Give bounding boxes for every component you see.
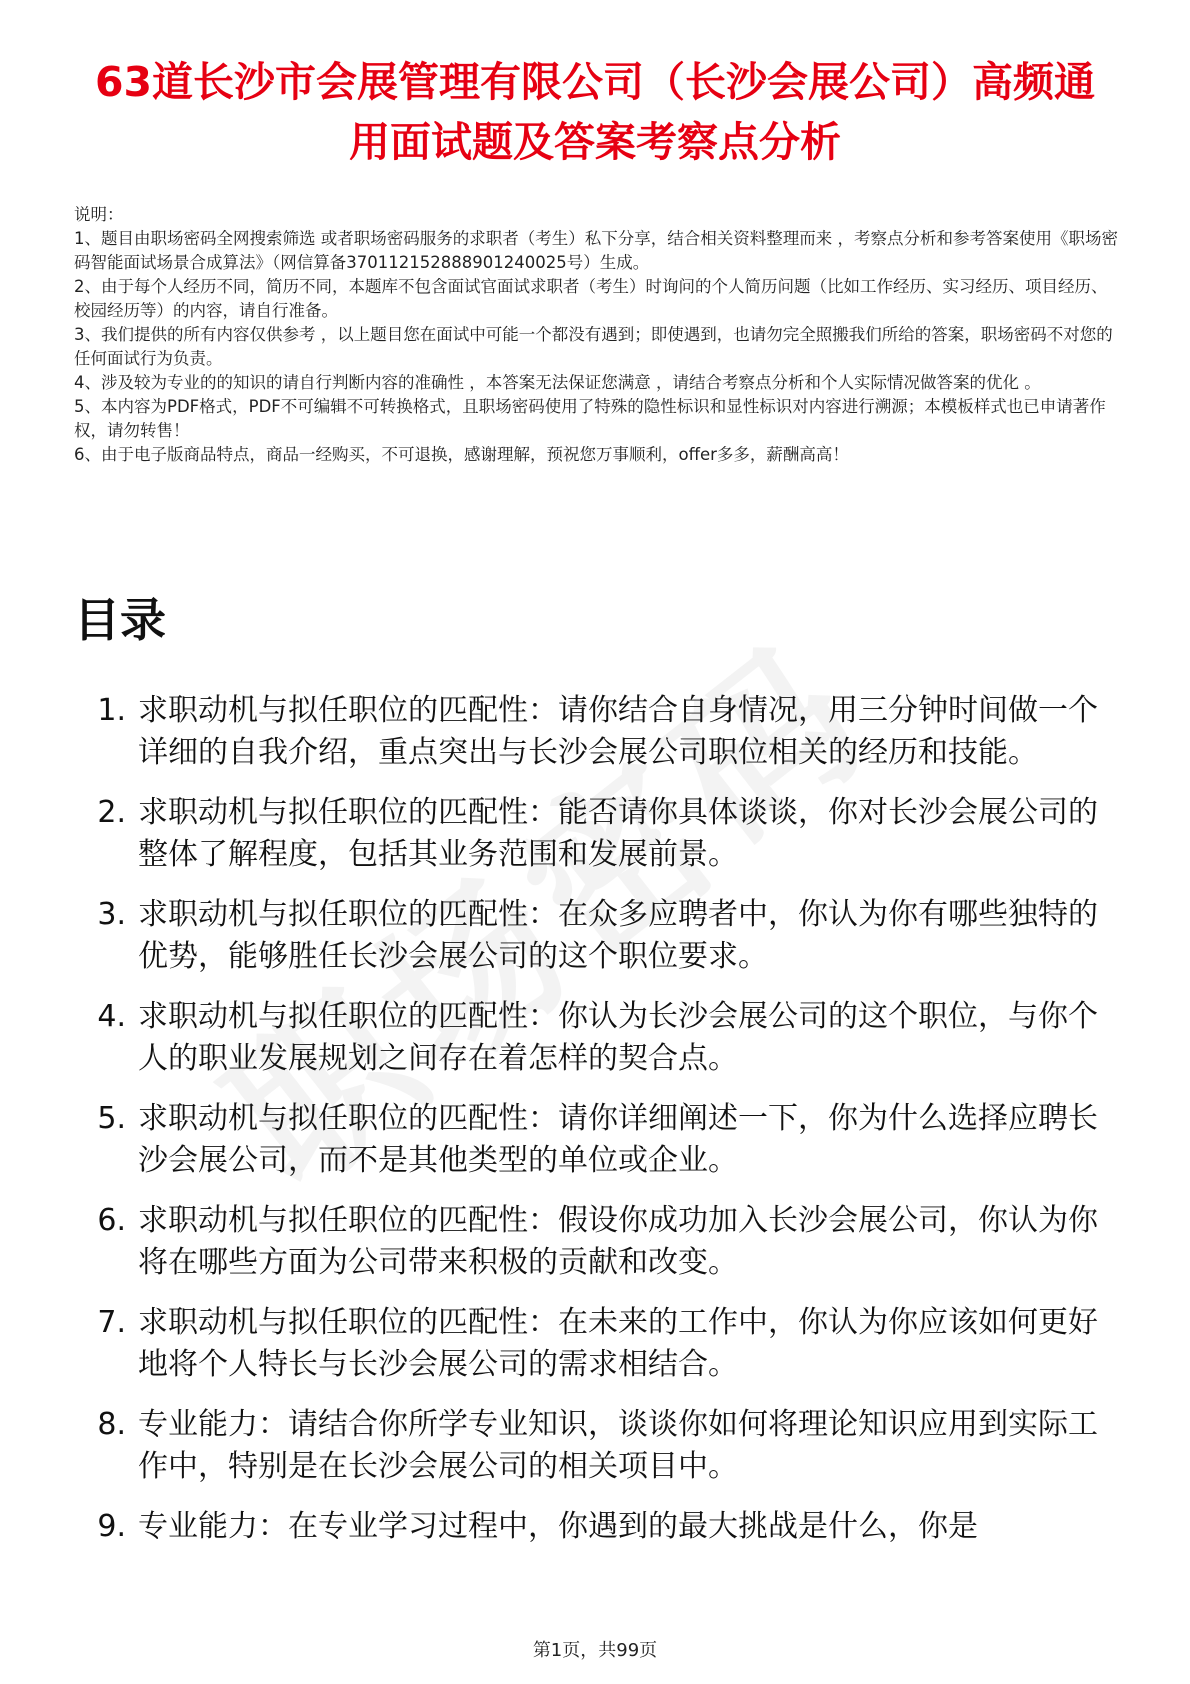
toc-item-text: 求职动机与拟任职位的匹配性：在未来的工作中，你认为你应该如何更好地将个人特长与长沙会展公司的需求相结合。	[138, 1305, 1098, 1382]
toc-item[interactable]	[74, 1404, 1120, 1488]
toc-item-text: 求职动机与拟任职位的匹配性：请你详细阐述一下，你为什么选择应聘长沙会展公司，而不是其他类型的单位或企业。	[138, 1101, 1098, 1178]
toc-item-number: 6.	[97, 1203, 126, 1238]
toc-item-number: 2.	[97, 795, 126, 830]
toc-item-number: 7.	[97, 1305, 126, 1340]
toc-item[interactable]	[74, 1200, 1120, 1284]
notes-label: 说明：	[74, 205, 124, 224]
toc-item[interactable]	[74, 894, 1120, 978]
toc-item-text: 专业能力：请结合你所学专业知识，谈谈你如何将理论知识应用到实际工作中，特别是在长沙会展公司的相关项目中。	[138, 1407, 1098, 1484]
toc-item-text: 求职动机与拟任职位的匹配性：请你结合自身情况，用三分钟时间做一个详细的自我介绍，重点突出与长沙会展公司职位相关的经历和技能。	[138, 693, 1098, 770]
toc-item-text: 专业能力：在专业学习过程中，你遇到的最大挑战是什么，你是	[138, 1509, 978, 1544]
toc-item-text: 求职动机与拟任职位的匹配性：假设你成功加入长沙会展公司，你认为你将在哪些方面为公司带来积极的贡献和改变。	[138, 1203, 1098, 1280]
note-item: 3、我们提供的所有内容仅供参考 ，以上题目您在面试中可能一个都没有遇到；即使遇到，也请勿完全照搬我们所给的答案，职场密码不对您的任何面试行为负责。	[74, 325, 1113, 368]
toc-item-text: 求职动机与拟任职位的匹配性：能否请你具体谈谈，你对长沙会展公司的整体了解程度，包括其业务范围和发展前景。	[138, 795, 1098, 872]
toc-item-number: 8.	[97, 1407, 126, 1442]
notes-section	[74, 203, 1120, 467]
toc-item[interactable]	[74, 1506, 1120, 1548]
toc-item[interactable]	[74, 690, 1120, 774]
note-item: 6、由于电子版商品特点，商品一经购买，不可退换，感谢理解，预祝您万事顺利，offer多多，薪酬高高！	[74, 445, 849, 464]
toc-list	[74, 690, 1120, 1566]
toc-item-number: 5.	[97, 1101, 126, 1136]
toc-item-number: 4.	[97, 999, 126, 1034]
toc-item[interactable]	[74, 1302, 1120, 1386]
toc-item-text: 求职动机与拟任职位的匹配性：在众多应聘者中，你认为你有哪些独特的优势，能够胜任长沙会展公司的这个职位要求。	[138, 897, 1098, 974]
note-item: 5、本内容为PDF格式，PDF不可编辑不可转换格式，且职场密码使用了特殊的隐性标识和显性标识对内容进行溯源；本模板样式也已申请著作权，请勿转售！	[74, 397, 1106, 440]
note-item: 2、由于每个人经历不同，简历不同，本题库不包含面试官面试求职者（考生）时询问的个人简历问题（比如工作经历、实习经历、项目经历、校园经历等）的内容，请自行准备。	[74, 277, 1108, 320]
note-item: 1、题目由职场密码全网搜索筛选 或者职场密码服务的求职者（考生）私下分享，结合相关资料整理而来 ，考察点分析和参考答案使用《职场密码智能面试场景合成算法》（网信算备370112152888901240025号）生成。	[74, 229, 1118, 272]
toc-item[interactable]	[74, 792, 1120, 876]
toc-item-number: 9.	[97, 1509, 126, 1544]
document-title: 63道长沙市会展管理有限公司（长沙会展公司）高频通用面试题及答案考察点分析	[94, 58, 1096, 166]
page-footer: 第1页，共99页	[532, 1640, 658, 1661]
toc-item[interactable]	[74, 996, 1120, 1080]
toc-item-number: 3.	[97, 897, 126, 932]
toc-heading: 目录	[74, 593, 166, 647]
toc-item-text: 求职动机与拟任职位的匹配性：你认为长沙会展公司的这个职位，与你个人的职业发展规划之间存在着怎样的契合点。	[138, 999, 1098, 1076]
toc-item-number: 1.	[97, 693, 126, 728]
note-item: 4、涉及较为专业的的知识的请自行判断内容的准确性 ，本答案无法保证您满意 ，请结合考察点分析和个人实际情况做答案的优化 。	[74, 373, 1041, 392]
toc-item[interactable]	[74, 1098, 1120, 1182]
